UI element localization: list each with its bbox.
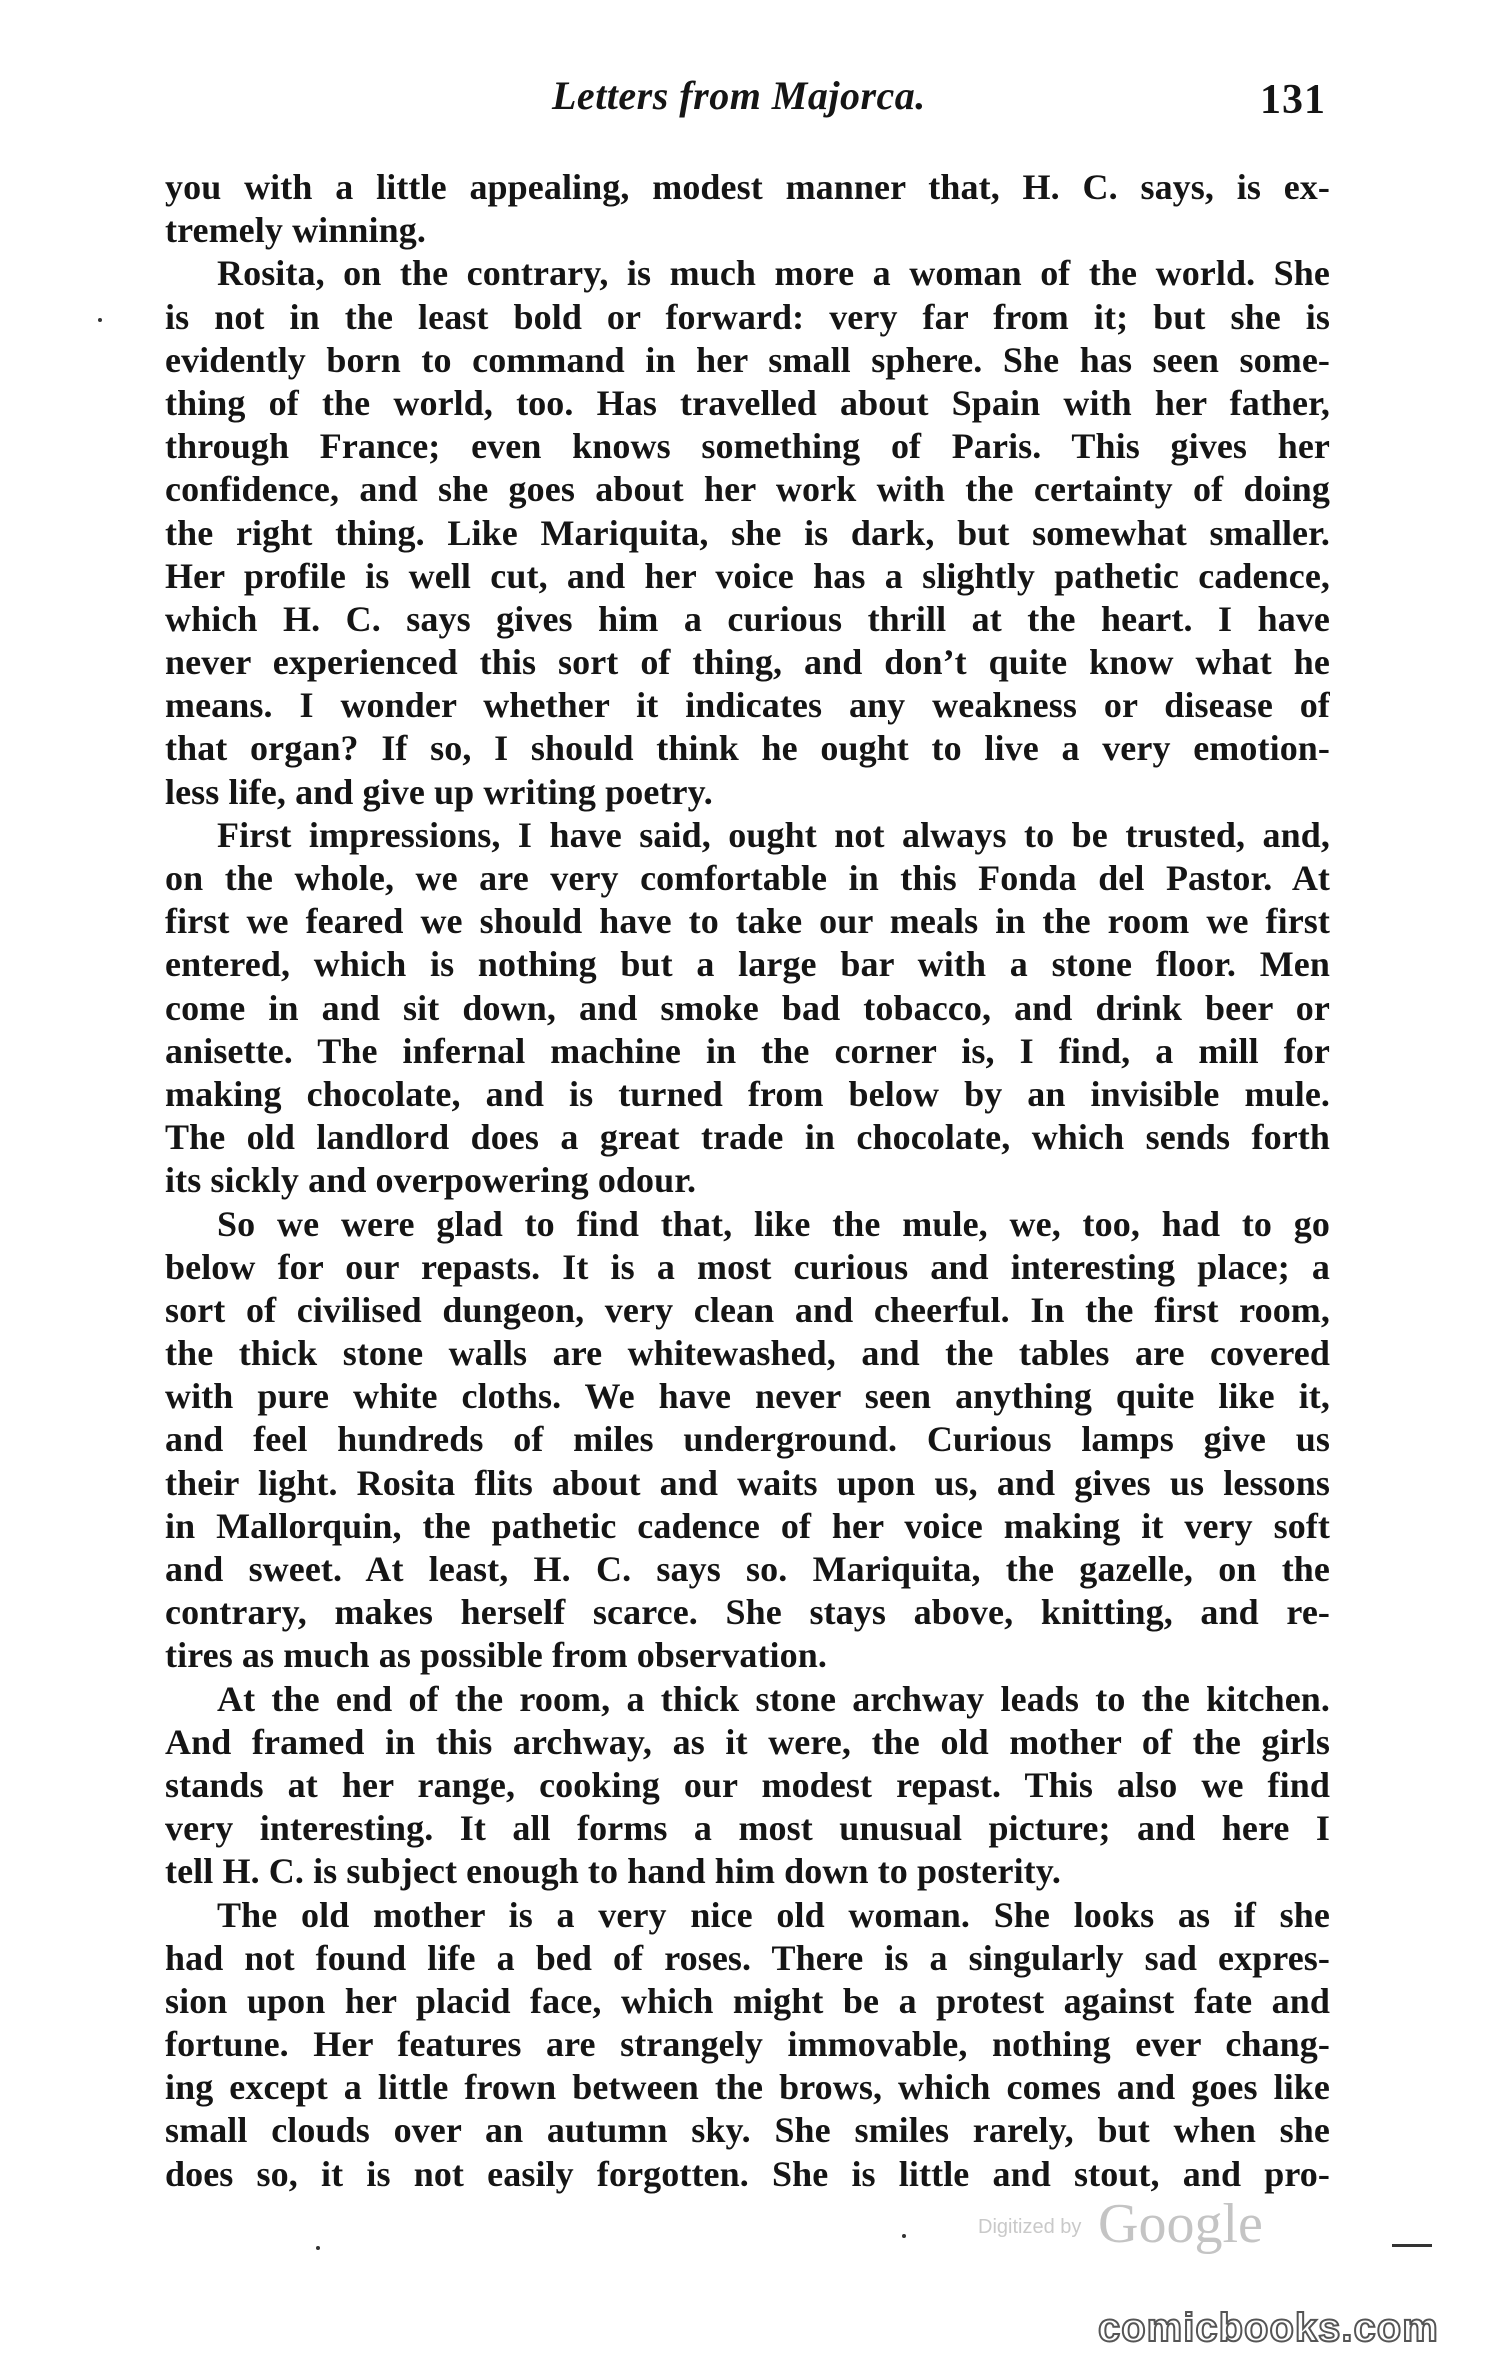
text-line: The old mother is a very nice old woman. She looks as if she bbox=[217, 1894, 1330, 1935]
text-line: entered, which is nothing but a large bar with a stone floor. Men bbox=[165, 944, 1330, 985]
text-line: Rosita, on the contrary, is much more a woman of the world. She bbox=[217, 253, 1330, 294]
text-line: and sweet. At least, H. C. says so. Mariquita, the gazelle, on the bbox=[165, 1549, 1330, 1589]
text-line: contrary, makes herself scarce. She stays above, knitting, and re- bbox=[165, 1592, 1330, 1633]
text-line: its sickly and overpowering odour. bbox=[165, 1160, 697, 1201]
text-line: tires as much as possible from observation. bbox=[165, 1635, 827, 1676]
text-line: tremely winning. bbox=[165, 210, 426, 251]
text-line: sion upon her placid face, which might be a protest against fate and bbox=[165, 1980, 1330, 2021]
text-line: evidently born to command in her small sphere. She has seen some- bbox=[165, 339, 1330, 380]
text-line: tell H. C. is subject enough to hand him down to posterity. bbox=[165, 1851, 1061, 1892]
text-line: which H. C. says gives him a curious thrill at the heart. I have bbox=[165, 598, 1330, 639]
text-line: fortune. Her features are strangely immovable, nothing ever chang- bbox=[165, 2024, 1330, 2065]
scan-speck bbox=[316, 2246, 320, 2250]
text-line: So we were glad to find that, like the mule, we, too, had to go bbox=[217, 1203, 1330, 1244]
digitized-by-label: Digitized by bbox=[978, 2216, 1082, 2238]
text-line: is not in the least bold or forward: very far from it; but she is bbox=[165, 296, 1330, 337]
text-line: anisette. The infernal machine in the corner is, I find, a mill for bbox=[165, 1030, 1330, 1071]
footer-rule bbox=[1392, 2244, 1432, 2247]
text-line: ing except a little frown between the brows, which comes and goes like bbox=[165, 2067, 1330, 2108]
text-line: stands at her range, cooking our modest repast. This also we find bbox=[165, 1764, 1330, 1805]
text-line: in Mallorquin, the pathetic cadence of her voice making it very soft bbox=[165, 1505, 1330, 1546]
text-line: At the end of the room, a thick stone archway leads to the kitchen. bbox=[217, 1678, 1330, 1719]
running-title: Letters from Majorca. bbox=[552, 73, 926, 118]
text-line: First impressions, I have said, ought not always to be trusted, and, bbox=[217, 814, 1330, 855]
text-line: making chocolate, and is turned from below by an invisible mule. bbox=[165, 1073, 1330, 1114]
text-line: small clouds over an autumn sky. She smiles rarely, but when she bbox=[165, 2110, 1330, 2151]
site-watermark: comicbooks.com bbox=[1098, 2306, 1439, 2350]
text-line: first we feared we should have to take our meals in the room we first bbox=[165, 901, 1330, 942]
text-line: on the whole, we are very comfortable in this Fonda del Pastor. At bbox=[165, 858, 1330, 898]
text-line: you with a little appealing, modest manner that, H. C. says, is ex- bbox=[165, 167, 1330, 207]
text-line: had not found life a bed of roses. There is a singularly sad expres- bbox=[165, 1937, 1330, 1978]
text-line: very interesting. It all forms a most unusual picture; and here I bbox=[165, 1808, 1330, 1849]
text-line: Her profile is well cut, and her voice has a slightly pathetic cadence, bbox=[165, 555, 1330, 596]
text-line: the right thing. Like Mariquita, she is dark, but somewhat smaller. bbox=[165, 512, 1330, 553]
text-line: through France; even knows something of Paris. This gives her bbox=[165, 426, 1330, 467]
body-text bbox=[165, 166, 1330, 2196]
text-line: never experienced this sort of thing, and don’t quite know what he bbox=[165, 642, 1330, 683]
text-line: less life, and give up writing poetry. bbox=[165, 771, 713, 812]
scan-speck bbox=[98, 318, 102, 322]
text-line: sort of civilised dungeon, very clean and cheerful. In the first room, bbox=[165, 1289, 1330, 1330]
text-line: thing of the world, too. Has travelled about Spain with her father, bbox=[165, 382, 1330, 423]
text-line: confidence, and she goes about her work with the certainty of doing bbox=[165, 469, 1330, 510]
text-line: the thick stone walls are whitewashed, and the tables are covered bbox=[165, 1333, 1330, 1374]
google-watermark-logo: Google bbox=[1098, 2193, 1263, 2255]
scan-speck bbox=[902, 2234, 906, 2238]
text-line: means. I wonder whether it indicates any weakness or disease of bbox=[165, 685, 1330, 726]
text-line: their light. Rosita flits about and waits upon us, and gives us lessons bbox=[165, 1462, 1330, 1503]
text-line: does so, it is not easily forgotten. She is little and stout, and pro- bbox=[165, 2153, 1330, 2194]
text-line: and feel hundreds of miles underground. Curious lamps give us bbox=[165, 1419, 1330, 1460]
text-line: that organ? If so, I should think he ought to live a very emotion- bbox=[165, 728, 1330, 769]
text-line: with pure white cloths. We have never seen anything quite like it, bbox=[165, 1376, 1330, 1417]
text-line: The old landlord does a great trade in chocolate, which sends forth bbox=[165, 1117, 1330, 1158]
page-number: 131 bbox=[1260, 77, 1326, 123]
text-line: And framed in this archway, as it were, the old mother of the girls bbox=[165, 1721, 1330, 1762]
text-line: below for our repasts. It is a most curious and interesting place; a bbox=[165, 1246, 1330, 1287]
text-line: come in and sit down, and smoke bad tobacco, and drink beer or bbox=[165, 987, 1330, 1028]
